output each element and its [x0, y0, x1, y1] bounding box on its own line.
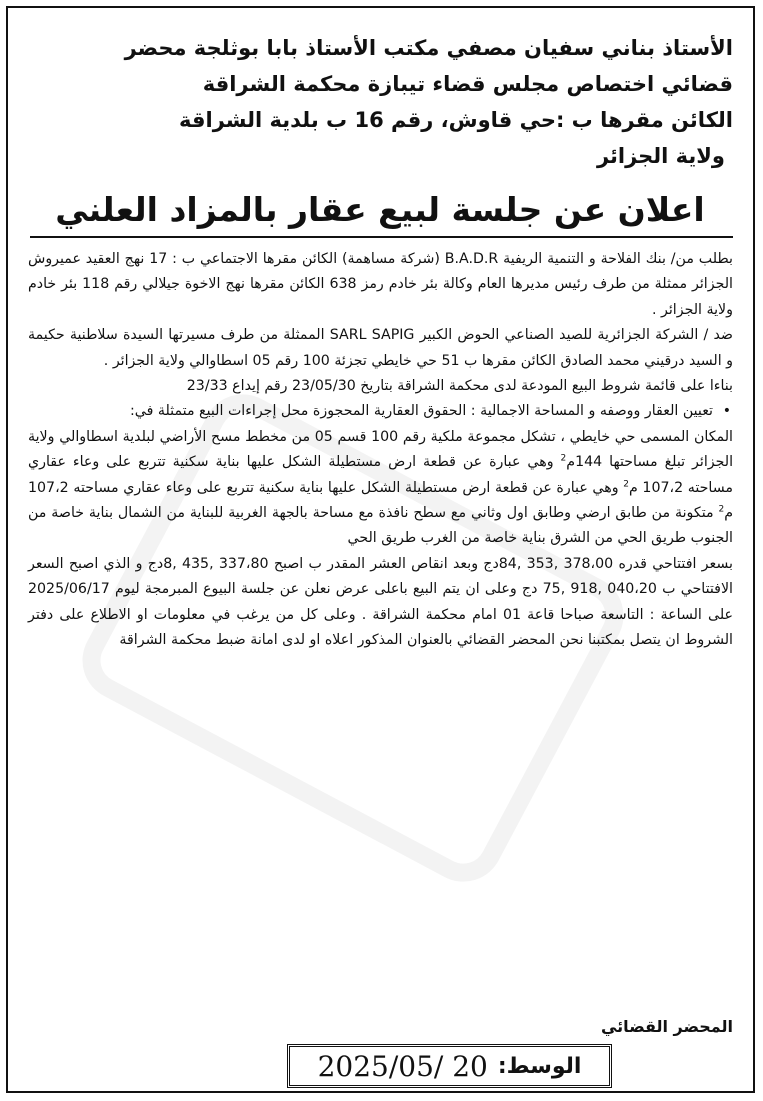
superscript-2: 2 — [623, 478, 629, 489]
announcement-title: اعلان عن جلسة لبيع عقار بالمزاد العلني — [55, 190, 705, 229]
bailiff-header — [33, 30, 733, 174]
superscript-2: 2 — [560, 453, 567, 464]
property-designation-item — [28, 399, 733, 424]
property-description-part-2: وهي عبارة عن قطعة ارض مستطيلة الشكل عليها بناية سكنية تتربع على وعاء عقاري مساحته 107،2 م — [28, 454, 733, 496]
newspaper-label: الوسط: — [497, 1053, 582, 1079]
header-line-2: قضائي اختصاص مجلس قضاء تيبازة محكمة الشراقة — [202, 72, 733, 96]
property-description-part-3: وهي عبارة عن قطعة ارض مستطيلة الشكل عليها بناية سكنية تتربع على وعاء عقاري مساحته 107،2 م — [28, 479, 733, 522]
superscript-2: 2 — [718, 504, 725, 515]
bullet-marker: • — [722, 403, 731, 420]
header-line-1: الأستاذ بناني سفيان مصفي مكتب الأستاذ بابا بوثلجة محضر — [124, 36, 733, 60]
property-description-part-1: المكان المسمى حي خايطي ، تشكل مجموعة ملكية رقم 100 قسم 05 من مخطط مسح الأراضي لبلدية اسطاوالي ولاية الجزائر تبلغ مساحتها 144م — [28, 428, 734, 471]
conditions-paragraph: بناءا على قائمة شروط البيع المودعة لدى محكمة الشراقة بتاريخ 23/05/30 رقم إيداع 23/33 — [186, 378, 733, 395]
announcement-body — [28, 247, 733, 654]
header-line-4: ولاية الجزائر — [596, 144, 725, 168]
defendant-paragraph: ضد / الشركة الجزائرية للصيد الصناعي الحوض الكبير SARL SAPIG الممثلة من طرف مسيرتها السيدة سلاطنية حكيمة و السيد درقيني محمد الصادق الكائن مقرها ب 51 حي خايطي تجزئة 100 رقم 05 اسطاوالي ولاية الجزائر . — [28, 327, 733, 369]
price-and-session-paragraph: بسعر افتتاحي قدره 378،00 ,353 ,84دج وبعد انقاص العشر المقدر ب اصبح 337،80 ,435 ,8دج و الذي اصبح السعر الافتتاحي ب 040،20 ,918 ,75 دج وعلى ان يتم البيع باعلى عرض نعلن عن جلسة البيوع المبرمجة ليوم 2025/06/17 على الساعة : التاسعة صباحا قاعة 01 امام محكمة الشراقة . وعلى كل من يرغب في معلومات او الاطلاع على دفتر الشروط ان يتصل بمكتبنا نحن المحضر القضائي بالعنوان المذكور اعلاه او لدى امانة ضبط محكمة الشراقة — [28, 555, 733, 649]
publication-date-box — [287, 1044, 612, 1088]
requester-paragraph: بطلب من/ بنك الفلاحة و التنمية الريفية B.A.D.R (شركة مساهمة) الكائن مقرها الاجتماعي ب : 17 نهج العقيد عميروش الجزائر ممثلة من طرف رئيس مديرها العام وكالة بئر خادم رمز 638 الكائن مقرها نهج الاخوة جيلالي رقم 118 بئر خادم ولاية الجزائر . — [28, 251, 734, 318]
property-description-part-4: متكونة من طابق ارضي وطابق اول وثاني مع سطح نافذة مع مساحة بالجهة الغربية للبناية من الشمال بناية خاصة من الجنوب طريق الحي من الشرق بناية خاصة من الغرب طريق الحي — [28, 505, 733, 547]
publication-date: 2025/05/ 20 — [317, 1049, 488, 1083]
property-designation-text: تعيين العقار ووصفه و المساحة الاجمالية : الحقوق العقارية المحجوزة محل إجراءات البيع متمثلة في: — [129, 403, 713, 420]
bailiff-signature: المحضر القضائي — [600, 1017, 733, 1036]
header-line-3: الكائن مقرها ب :حي قاوش، رقم 16 ب بلدية الشراقة — [179, 108, 733, 132]
property-description-paragraph — [28, 425, 733, 552]
title-underline — [30, 236, 733, 238]
